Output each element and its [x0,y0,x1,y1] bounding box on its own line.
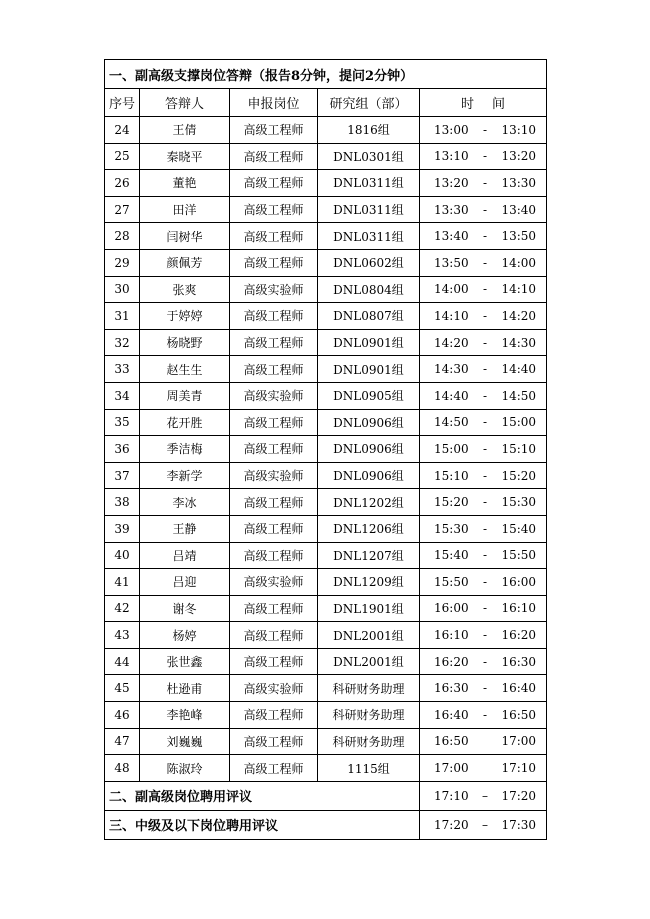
row-time [420,462,547,489]
header-position: 申报岗位 [230,89,318,117]
row-start: 14:40 [434,388,469,403]
row-time [420,542,547,569]
header-row [105,89,547,117]
row-no: 31 [105,303,140,330]
row-time [420,249,547,276]
row-position: 高级工程师 [230,702,318,729]
row-group: DNL0804组 [318,276,420,303]
row-name: 颜佩芳 [140,249,230,276]
row-sep: - [482,415,488,430]
table-row [105,489,547,516]
row-name: 董艳 [140,170,230,197]
row-sep: - [482,681,488,696]
row-name: 张爽 [140,276,230,303]
row-group: DNL0905组 [318,382,420,409]
row-start: 14:20 [434,335,469,350]
row-time [420,223,547,250]
row-group: DNL0906组 [318,462,420,489]
row-sep: - [482,362,488,377]
row-end: 16:30 [501,654,537,669]
row-time [420,356,547,383]
section-3-title: 三、中级及以下岗位聘用评议 [105,810,420,839]
row-end: 14:20 [501,308,537,323]
section-2-end: 17:20 [501,788,537,803]
row-position: 高级工程师 [230,409,318,436]
row-group: DNL0602组 [318,249,420,276]
row-sep: - [482,441,488,456]
section-2-sep: – [482,788,489,803]
header-no: 序号 [105,89,140,117]
row-time [420,702,547,729]
row-position: 高级工程师 [230,143,318,170]
row-no: 35 [105,409,140,436]
row-no: 36 [105,436,140,463]
section-2-row [105,781,547,810]
row-time [420,515,547,542]
row-end: 14:10 [501,282,537,297]
row-name: 田洋 [140,196,230,223]
row-group: DNL2001组 [318,648,420,675]
header-group: 研究组（部） [318,89,420,117]
row-sep: - [482,574,488,589]
row-position: 高级工程师 [230,622,318,649]
row-group: DNL0807组 [318,303,420,330]
row-end: 15:00 [501,415,537,430]
table-row [105,595,547,622]
row-time [420,117,547,144]
row-name: 闫树华 [140,223,230,250]
row-no: 30 [105,276,140,303]
row-group: DNL1207组 [318,542,420,569]
row-name: 杨婷 [140,622,230,649]
row-name: 李艳峰 [140,702,230,729]
row-start: 15:00 [434,441,469,456]
section-3-sep: – [482,817,489,832]
row-name: 王倩 [140,117,230,144]
header-time [420,89,547,117]
row-no: 37 [105,462,140,489]
row-time [420,409,547,436]
row-sep: - [482,548,488,563]
row-group: DNL0311组 [318,223,420,250]
row-end: 15:30 [501,495,537,510]
row-end: 15:50 [501,548,537,563]
row-no: 33 [105,356,140,383]
row-no: 47 [105,728,140,755]
table-row [105,276,547,303]
row-start: 16:40 [434,707,469,722]
row-start: 15:40 [434,548,469,563]
table-row [105,382,547,409]
row-sep: - [482,202,488,217]
row-end: 13:30 [501,175,537,190]
row-end: 15:10 [501,441,537,456]
row-position: 高级工程师 [230,728,318,755]
row-group: DNL0311组 [318,196,420,223]
row-sep: - [482,468,488,483]
row-group: 1115组 [318,755,420,782]
row-time [420,648,547,675]
row-time [420,755,547,782]
row-start: 15:50 [434,574,469,589]
row-end: 13:50 [501,229,537,244]
row-no: 32 [105,329,140,356]
row-group: DNL0906组 [318,436,420,463]
row-end: 14:30 [501,335,537,350]
table-row [105,728,547,755]
row-name: 周美青 [140,382,230,409]
section-3-row [105,810,547,839]
table-row [105,356,547,383]
section-3-end: 17:30 [501,817,537,832]
row-end: 14:40 [501,362,537,377]
row-name: 李冰 [140,489,230,516]
row-no: 41 [105,569,140,596]
table-row [105,542,547,569]
row-time [420,622,547,649]
row-no: 38 [105,489,140,516]
row-group: 科研财务助理 [318,728,420,755]
row-position: 高级工程师 [230,515,318,542]
row-sep: - [482,175,488,190]
row-start: 13:30 [434,202,469,217]
row-sep: - [482,255,488,270]
row-position: 高级实验师 [230,569,318,596]
row-position: 高级实验师 [230,276,318,303]
row-start: 13:00 [434,122,469,137]
table-row [105,462,547,489]
header-time-char-2: 间 [492,97,506,112]
row-position: 高级工程师 [230,196,318,223]
row-start: 14:10 [434,308,469,323]
section-3-start: 17:20 [434,817,469,832]
section-2-start: 17:10 [434,788,469,803]
row-start: 13:50 [434,255,469,270]
row-no: 45 [105,675,140,702]
row-group: DNL2001组 [318,622,420,649]
row-no: 44 [105,648,140,675]
row-end: 16:40 [501,681,537,696]
row-group: DNL0901组 [318,329,420,356]
row-end: 13:20 [501,149,537,164]
row-end: 16:50 [501,707,537,722]
section-2-title: 二、副高级岗位聘用评议 [105,781,420,810]
row-position: 高级工程师 [230,489,318,516]
row-start: 14:00 [434,282,469,297]
table-row [105,675,547,702]
row-time [420,143,547,170]
header-time-char-1: 时 [461,97,475,112]
row-end: 13:10 [501,122,537,137]
row-sep: - [482,122,488,137]
row-start: 16:50 [434,734,469,749]
row-start: 15:20 [434,495,469,510]
row-end: 15:40 [501,521,537,536]
row-end: 17:00 [501,734,537,749]
row-name: 王静 [140,515,230,542]
row-name: 吕靖 [140,542,230,569]
table-row [105,755,547,782]
table-row [105,170,547,197]
row-sep: - [482,388,488,403]
row-start: 15:30 [434,521,469,536]
row-start: 16:20 [434,654,469,669]
table-row [105,409,547,436]
table-row [105,436,547,463]
row-start: 16:10 [434,628,469,643]
table-row [105,303,547,330]
row-end: 16:20 [501,628,537,643]
row-time [420,728,547,755]
row-time [420,170,547,197]
row-position: 高级工程师 [230,356,318,383]
row-sep: - [482,149,488,164]
row-end: 16:00 [501,574,537,589]
table-row [105,622,547,649]
row-sep: - [482,335,488,350]
row-position: 高级工程师 [230,648,318,675]
row-no: 42 [105,595,140,622]
row-end: 17:10 [501,761,537,776]
row-sep: - [482,654,488,669]
row-position: 高级工程师 [230,542,318,569]
row-name: 张世鑫 [140,648,230,675]
row-group: DNL1901组 [318,595,420,622]
row-end: 13:40 [501,202,537,217]
section-3-time [420,810,547,839]
row-position: 高级工程师 [230,223,318,250]
table-row [105,648,547,675]
table-row [105,249,547,276]
header-name: 答辩人 [140,89,230,117]
row-start: 13:40 [434,229,469,244]
row-end: 14:00 [501,255,537,270]
row-name: 谢冬 [140,595,230,622]
row-group: DNL1209组 [318,569,420,596]
section-2-time [420,781,547,810]
row-name: 杨晓野 [140,329,230,356]
row-time [420,675,547,702]
row-sep: - [482,521,488,536]
row-sep: - [482,229,488,244]
table-row [105,329,547,356]
row-start: 16:00 [434,601,469,616]
section-1-row [105,60,547,89]
row-time [420,382,547,409]
row-time [420,595,547,622]
row-name: 于婷婷 [140,303,230,330]
row-time [420,569,547,596]
row-position: 高级实验师 [230,675,318,702]
row-time [420,329,547,356]
row-time [420,196,547,223]
table-row [105,143,547,170]
row-name: 季洁梅 [140,436,230,463]
table-row [105,196,547,223]
row-no: 27 [105,196,140,223]
row-name: 赵生生 [140,356,230,383]
row-position: 高级实验师 [230,462,318,489]
row-position: 高级工程师 [230,755,318,782]
row-time [420,489,547,516]
row-end: 15:20 [501,468,537,483]
row-name: 李新学 [140,462,230,489]
row-group: DNL0311组 [318,170,420,197]
table-row [105,117,547,144]
row-position: 高级工程师 [230,170,318,197]
row-position: 高级工程师 [230,117,318,144]
row-time [420,303,547,330]
row-name: 花开胜 [140,409,230,436]
row-end: 16:10 [501,601,537,616]
row-no: 26 [105,170,140,197]
row-start: 14:50 [434,415,469,430]
row-position: 高级实验师 [230,382,318,409]
row-position: 高级工程师 [230,249,318,276]
row-time [420,276,547,303]
table-row [105,569,547,596]
row-no: 25 [105,143,140,170]
row-start: 13:20 [434,175,469,190]
row-start: 16:30 [434,681,469,696]
row-group: DNL0301组 [318,143,420,170]
schedule-table [104,59,547,840]
row-time [420,436,547,463]
row-no: 39 [105,515,140,542]
section-1-title: 一、副高级支撑岗位答辩（报告8分钟，提问2分钟） [105,60,547,89]
row-start: 13:10 [434,149,469,164]
row-end: 14:50 [501,388,537,403]
row-position: 高级工程师 [230,329,318,356]
row-group: DNL1206组 [318,515,420,542]
row-name: 杜逊甫 [140,675,230,702]
row-sep: - [482,282,488,297]
row-start: 15:10 [434,468,469,483]
row-group: 科研财务助理 [318,702,420,729]
row-group: 1816组 [318,117,420,144]
row-sep: - [482,308,488,323]
table-row [105,223,547,250]
row-sep: - [482,628,488,643]
row-no: 46 [105,702,140,729]
row-no: 48 [105,755,140,782]
row-sep: - [482,601,488,616]
row-no: 24 [105,117,140,144]
row-no: 28 [105,223,140,250]
row-position: 高级工程师 [230,595,318,622]
row-name: 秦晓平 [140,143,230,170]
row-sep: - [482,495,488,510]
row-start: 14:30 [434,362,469,377]
table-row [105,515,547,542]
row-no: 43 [105,622,140,649]
row-no: 34 [105,382,140,409]
schedule-body [105,60,547,840]
row-name: 陈淑玲 [140,755,230,782]
row-no: 40 [105,542,140,569]
row-group: DNL0906组 [318,409,420,436]
row-group: 科研财务助理 [318,675,420,702]
row-name: 吕迎 [140,569,230,596]
row-group: DNL0901组 [318,356,420,383]
table-row [105,702,547,729]
row-no: 29 [105,249,140,276]
row-name: 刘巍巍 [140,728,230,755]
row-start: 17:00 [434,761,469,776]
row-sep: - [482,707,488,722]
row-position: 高级工程师 [230,436,318,463]
row-group: DNL1202组 [318,489,420,516]
row-position: 高级工程师 [230,303,318,330]
